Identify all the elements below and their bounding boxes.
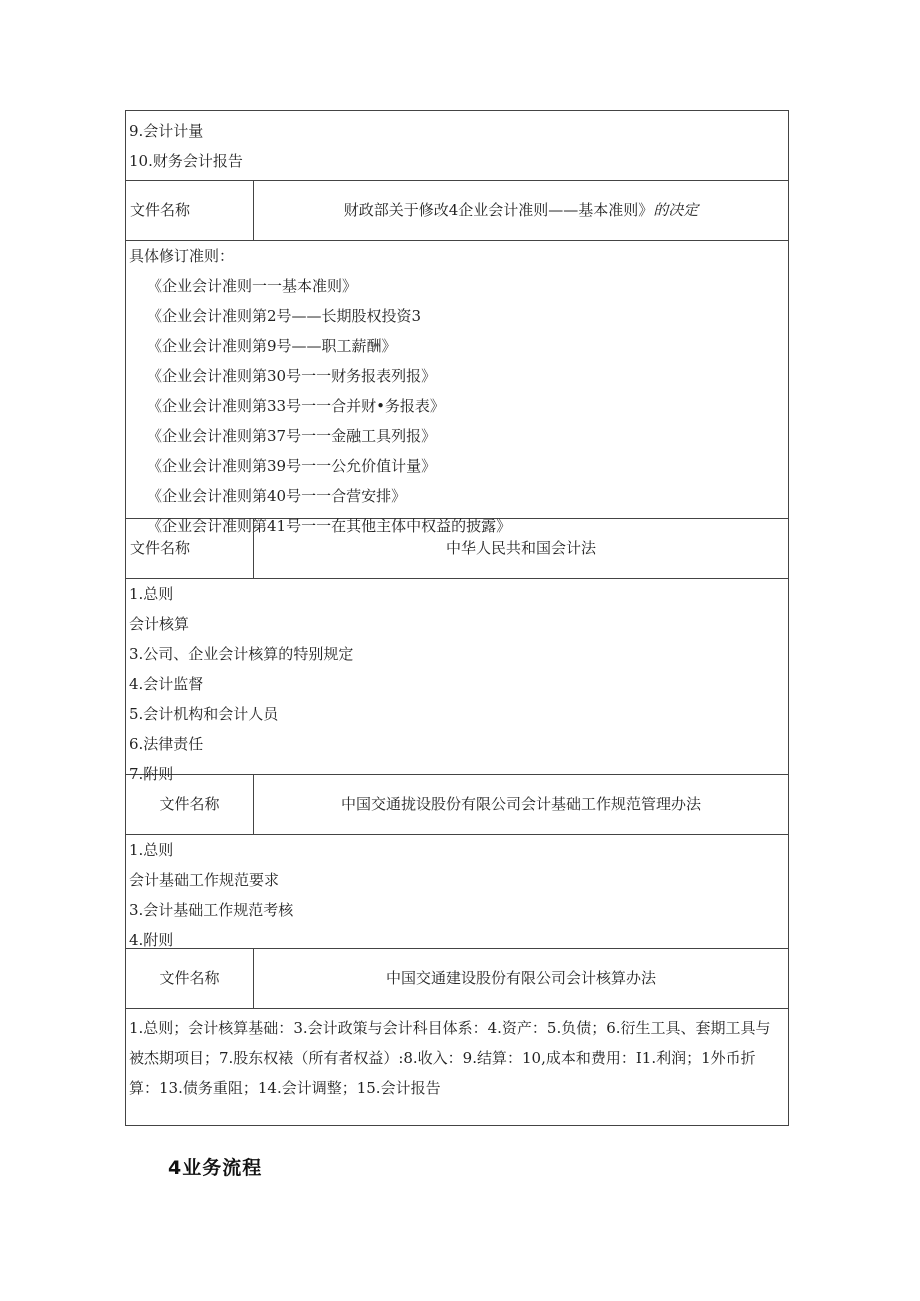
doc2-body [126, 578, 788, 783]
doc4-body [126, 1008, 788, 1125]
list-item: 会计核算 [129, 615, 190, 633]
list-item: 《企业会计准则第40号一一合营安排》 [147, 487, 407, 505]
list-item: 《企业会计准则第2号——长期股权投资3 [147, 307, 422, 325]
doc3-title: 中国交通拢设股份有限公司会计基础工作规范管理办法 [340, 795, 701, 813]
doc3-body [126, 834, 788, 948]
doc4-paragraph: 1.总则；会计核算基础：3.会计政策与会计科目体系：4.资产：5.负债；6.衍生工具、套期工具与被杰期项目；7.股东权裱（所有者权益）:8.收入：9.结算：10,成本和费用：I1.利润；1外币折算：13.债务重阻；14.会计调整；15.会计报告 [129, 1019, 771, 1097]
list-item: 《企业会计准则第39号一一公允价值计量》 [147, 457, 437, 475]
list-item: 6.法律责任 [129, 735, 204, 753]
list-item: 《企业会计准则第41号一一在其他主体中权益的披露》 [147, 517, 512, 535]
list-item: 3.会计基础工作规范考核 [129, 901, 294, 919]
doc2-header-row [126, 518, 788, 578]
doc1-header-row [126, 180, 788, 240]
doc1-title-main: 财政部关于修改4企业会计准则——基本准则》 [343, 201, 654, 219]
list-item: 4.会计监督 [129, 675, 204, 693]
list-item: 5.会计机构和会计人员 [129, 705, 279, 723]
list-item: 《企业会计准则第30号一一财务报表列报》 [147, 367, 437, 385]
list-item: 《企业会计准则一一基本准则》 [147, 277, 358, 295]
list-item: 3.公司、企业会计核算的特别规定 [129, 645, 354, 663]
doc2-title: 中华人民共和国会计法 [445, 539, 596, 557]
file-name-label: 文件名称 [126, 949, 254, 1008]
list-item: 会计基础工作规范要求 [129, 871, 280, 889]
doc3-header-row [126, 774, 788, 834]
list-item: 4.附则 [129, 931, 174, 949]
doc1-body [126, 240, 788, 535]
doc1-title-tail: 的决定 [653, 201, 699, 219]
doc1-body-heading: 具体修订准则： [129, 247, 235, 265]
section-heading: 4业务流程 [168, 1157, 263, 1179]
list-item: 1.总则 [129, 585, 174, 603]
list-item: 《企业会计准则第9号——职工薪酬》 [147, 337, 397, 355]
file-name-label: 文件名称 [126, 181, 254, 240]
doc4-title: 中国交通建设股份有限公司会计核算办法 [385, 969, 656, 987]
file-name-label: 文件名称 [126, 519, 254, 578]
list-item: 《企业会计准则第37号一一金融工具列报》 [147, 427, 437, 445]
list-item: 10.财务会计报告 [129, 152, 243, 170]
top-section [126, 111, 788, 180]
list-item: 《企业会计准则第33号一一合并财•务报表》 [147, 397, 445, 415]
doc1-title [254, 181, 788, 240]
list-item: 1.总则 [129, 841, 174, 859]
doc4-header-row [126, 948, 788, 1008]
list-item: 9.会计计量 [129, 122, 204, 140]
document-table [125, 110, 789, 1126]
list-item: 7.附则 [129, 765, 174, 783]
file-name-label: 文件名称 [126, 775, 254, 834]
